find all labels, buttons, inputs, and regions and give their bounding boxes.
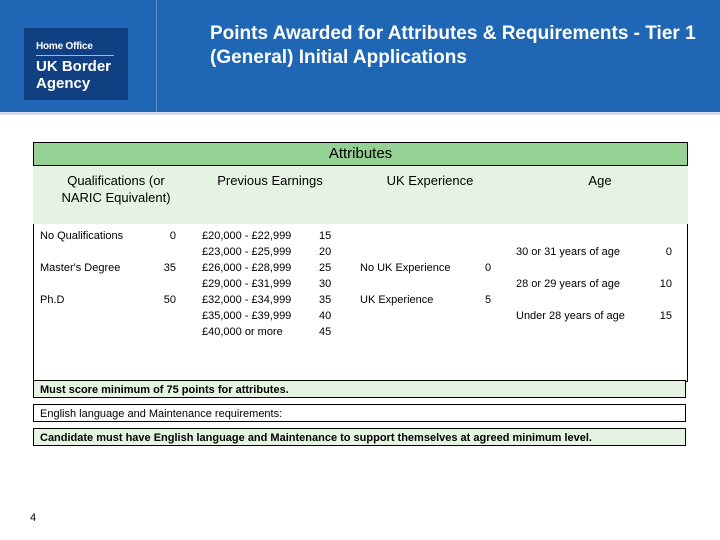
earnings-range: £20,000 - £22,999 bbox=[202, 230, 292, 242]
age-points: 15 bbox=[659, 310, 672, 322]
earnings-points: 45 bbox=[319, 326, 332, 338]
age-points: 0 bbox=[665, 246, 672, 258]
age-label: 28 or 29 years of age bbox=[516, 278, 620, 290]
uk-experience-points: 0 bbox=[485, 262, 492, 274]
earnings-range: £23,000 - £25,999 bbox=[202, 246, 292, 258]
earnings-points: 15 bbox=[319, 230, 332, 242]
qualification-label: No Qualifications bbox=[40, 230, 124, 242]
logo-rule bbox=[36, 55, 114, 56]
logo-home-office-text: Home Office bbox=[36, 41, 93, 52]
earnings-range: £32,000 - £34,999 bbox=[202, 294, 292, 306]
header-banner bbox=[0, 0, 720, 112]
earnings-range: £35,000 - £39,999 bbox=[202, 310, 292, 322]
header-divider bbox=[156, 0, 157, 112]
qualification-label: Master's Degree bbox=[40, 262, 121, 274]
age-points: 10 bbox=[659, 278, 672, 290]
logo-agency-text: UK Border Agency bbox=[36, 58, 112, 92]
uk-experience-points: 5 bbox=[485, 294, 492, 306]
category-uk-experience: UK Experience bbox=[386, 173, 474, 188]
earnings-points: 20 bbox=[319, 246, 332, 258]
age-label: 30 or 31 years of age bbox=[516, 246, 620, 258]
attributes-heading: Attributes bbox=[33, 142, 688, 166]
minimum-points-note: Must score minimum of 75 points for attributes. bbox=[33, 380, 686, 398]
category-age: Age bbox=[588, 173, 612, 188]
header-underline bbox=[0, 112, 720, 115]
home-office-logo bbox=[24, 28, 128, 100]
qualification-points: 35 bbox=[163, 262, 176, 274]
page-number: 4 bbox=[30, 512, 37, 524]
earnings-points: 25 bbox=[319, 262, 332, 274]
uk-experience-label: UK Experience bbox=[360, 294, 434, 306]
qualification-points: 50 bbox=[163, 294, 176, 306]
earnings-points: 35 bbox=[319, 294, 332, 306]
earnings-points: 40 bbox=[319, 310, 332, 322]
earnings-range: £26,000 - £28,999 bbox=[202, 262, 292, 274]
requirements-heading: English language and Maintenance requirements: bbox=[33, 404, 686, 422]
page-title: Points Awarded for Attributes & Requirements - Tier 1 (General) Initial Applications bbox=[210, 23, 696, 68]
uk-experience-label: No UK Experience bbox=[360, 262, 451, 274]
category-previous-earnings: Previous Earnings bbox=[217, 173, 323, 188]
earnings-range: £29,000 - £31,999 bbox=[202, 278, 292, 290]
qualification-points: 0 bbox=[169, 230, 176, 242]
qualification-label: Ph.D bbox=[40, 294, 65, 306]
age-label: Under 28 years of age bbox=[516, 310, 625, 322]
candidate-requirement-note: Candidate must have English language and Maintenance to support themselves at agreed minimum level. bbox=[33, 428, 686, 446]
earnings-points: 30 bbox=[319, 278, 332, 290]
earnings-range: £40,000 or more bbox=[202, 326, 283, 338]
category-qualifications: Qualifications (or NARIC Equivalent) bbox=[61, 173, 171, 205]
